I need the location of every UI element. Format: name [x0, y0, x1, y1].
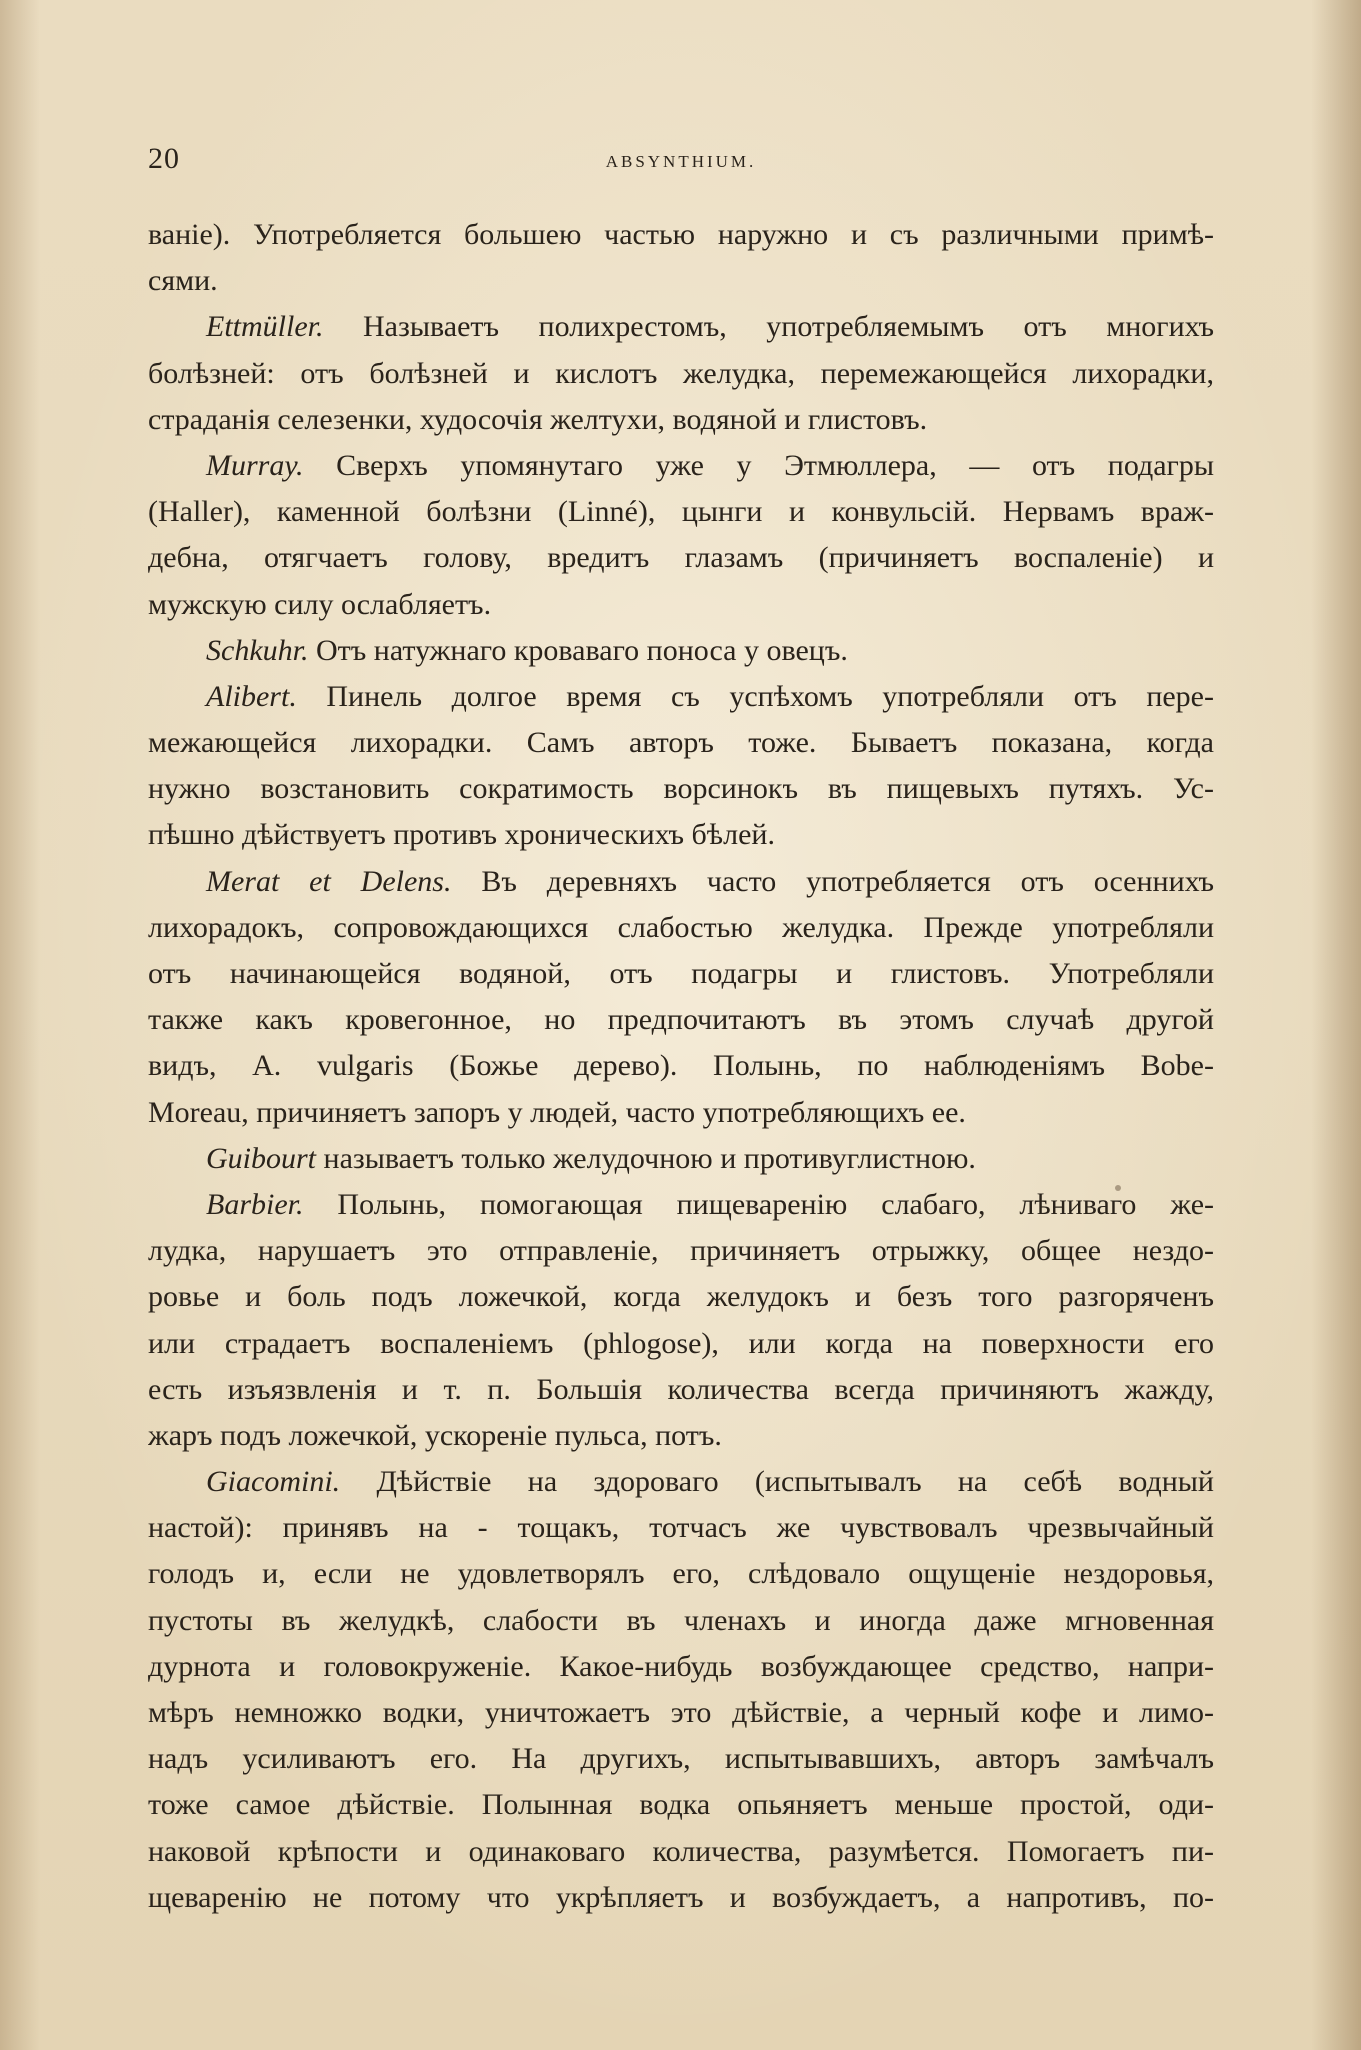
line-text: ровье и боль подъ ложечкой, когда желудокъ и безъ того разгоряченъ: [148, 1280, 1214, 1314]
line-text: лихорадокъ, сопровождающихся слабостью желудка. Прежде употребляли: [148, 910, 1214, 944]
text-line: [148, 1505, 1214, 1551]
line-text: Въ деревняхъ часто употребляется отъ осеннихъ: [451, 864, 1214, 898]
author-name: Barbier.: [206, 1187, 304, 1221]
text-line: [148, 397, 1214, 443]
line-text: тоже самое дѣйствiе. Полынная водка опьяняетъ меньше простой, оди-: [148, 1788, 1214, 1822]
ink-speck: [1115, 1185, 1121, 1191]
line-text: Отъ натужнаго кроваваго поноса у овецъ.: [308, 633, 848, 667]
line-text: Сверхъ упомянутаго уже у Этмюллера, — отъ подагры: [303, 448, 1214, 482]
author-name: Guibourt: [206, 1141, 317, 1175]
text-line: [148, 951, 1214, 997]
line-text: щеваренiю не потому что укрѣпляетъ и возбуждаетъ, а напротивъ, по-: [148, 1880, 1214, 1914]
line-text: Пинель долгое время съ успѣхомъ употребляли отъ пере-: [296, 679, 1214, 713]
text-line: [148, 489, 1214, 535]
text-line: [148, 1367, 1214, 1413]
line-text: наковой крѣпости и одинаковаго количества, разумѣется. Помогаетъ пи-: [148, 1834, 1214, 1868]
line-text: называетъ только желудочною и противуглистною.: [316, 1141, 976, 1175]
text-line: [148, 1644, 1214, 1690]
line-text: надъ усиливаютъ его. На другихъ, испытывавшихъ, авторъ замѣчалъ: [148, 1742, 1214, 1776]
text-line: [148, 1274, 1214, 1320]
text-line: [148, 1043, 1214, 1089]
author-name: Murray.: [206, 448, 304, 482]
text-line: [148, 443, 1214, 489]
author-name: Alibert.: [206, 679, 297, 713]
text-line: [148, 1136, 1214, 1182]
line-text: Полынь, помогающая пищеваренiю слабаго, лѣниваго же-: [303, 1187, 1214, 1221]
line-text: ванiе). Употребляется большею частью наружно и съ различными примѣ-: [148, 218, 1214, 251]
line-text: лудка, нарушаетъ это отправленiе, причиняетъ отрыжку, общее нездо-: [148, 1234, 1214, 1268]
text-line: [148, 766, 1214, 812]
text-line: [148, 905, 1214, 951]
page-header: [148, 142, 1214, 182]
text-line: [148, 582, 1214, 628]
text-line: [148, 1551, 1214, 1597]
text-line: [148, 1598, 1214, 1644]
line-text: Дѣйствiе на здороваго (испытывалъ на себѣ водный: [340, 1465, 1214, 1499]
text-line: [148, 212, 1214, 258]
line-text: пѣшно дѣйствуетъ противъ хроническихъ бѣлей.: [148, 818, 775, 852]
text-line: [148, 1459, 1214, 1505]
line-text: отъ начинающейся водяной, отъ подагры и глистовъ. Употребляли: [148, 957, 1214, 990]
author-name: Giacomini.: [206, 1465, 341, 1499]
text-line: [148, 628, 1214, 674]
line-text: жаръ подъ ложечкой, ускоренiе пульса, потъ.: [148, 1418, 722, 1452]
line-text: болѣзней: отъ болѣзней и кислотъ желудка, перемежающейся лихорадки,: [148, 356, 1214, 390]
line-text: или страдаетъ воспаленiемъ (phlogose), или когда на поверхности его: [148, 1326, 1214, 1360]
author-name: Schkuhr.: [206, 633, 309, 667]
text-line: [148, 720, 1214, 766]
text-line: [148, 1690, 1214, 1736]
line-text: сями.: [148, 264, 218, 298]
line-text: межающейся лихорадки. Самъ авторъ тоже. Бываетъ показана, когда: [148, 726, 1214, 760]
text-line: [148, 258, 1214, 304]
line-text: Moreau, причиняетъ запоръ у людей, часто употребляющихъ ее.: [148, 1095, 966, 1129]
line-text: (Haller), каменной болѣзни (Linné), цынги и конвульсiй. Нервамъ враж-: [148, 495, 1214, 529]
line-text: Называетъ полихрестомъ, употребляемымъ отъ многихъ: [323, 310, 1214, 344]
line-text: настой): принявъ на - тощакъ, тотчасъ же чувствовалъ чрезвычайный: [148, 1511, 1214, 1545]
text-line: [148, 1829, 1214, 1875]
text-line: [148, 1228, 1214, 1274]
text-line: [148, 304, 1214, 350]
line-text: дебна, отягчаетъ голову, вредитъ глазамъ (причиняетъ воспаленiе) и: [148, 541, 1214, 575]
line-text: есть изъязвленiя и т. п. Большiя количества всегда причиняютъ жажду,: [148, 1372, 1214, 1406]
text-line: [148, 351, 1214, 397]
body-text: [148, 212, 1214, 1921]
running-head: ABSYNTHIUM.: [605, 152, 757, 171]
text-line: [148, 812, 1214, 858]
line-text: нужно возстановить сократимость ворсинокъ въ пищевыхъ путяхъ. Ус-: [148, 772, 1214, 806]
text-line: [148, 1736, 1214, 1782]
author-name: Merat et Delens.: [206, 864, 452, 898]
line-text: мужскую силу ослабляетъ.: [148, 587, 492, 621]
text-line: [148, 859, 1214, 905]
text-line: [148, 535, 1214, 581]
author-name: Ettmüller.: [206, 310, 324, 344]
line-text: дурнота и головокруженiе. Какое-нибудь возбуждающее средство, напри-: [148, 1649, 1214, 1683]
text-line: [148, 997, 1214, 1043]
text-line: [148, 674, 1214, 720]
text-line: [148, 1413, 1214, 1459]
page-edge-shadow-right: [1311, 0, 1361, 2050]
page-number: 20: [148, 142, 180, 175]
line-text: голодъ и, если не удовлетворялъ его, слѣдовало ощущенiе нездоровья,: [148, 1557, 1214, 1591]
text-line: [148, 1182, 1214, 1228]
page-edge-shadow-left: [0, 0, 40, 2050]
text-line: [148, 1875, 1214, 1921]
line-text: страданiя селезенки, худосочiя желтухи, водяной и глистовъ.: [148, 402, 928, 436]
line-text: пустоты въ желудкѣ, слабости въ членахъ и иногда даже мгновенная: [148, 1603, 1214, 1637]
text-line: [148, 1782, 1214, 1828]
text-line: [148, 1321, 1214, 1367]
text-line: [148, 1090, 1214, 1136]
line-text: также какъ кровегонное, но предпочитаютъ въ этомъ случаѣ другой: [148, 1003, 1214, 1037]
line-text: видъ, A. vulgaris (Божье дерево). Полынь, по наблюденiямъ Bobe-: [148, 1049, 1214, 1083]
line-text: мѣръ немножко водки, уничтожаетъ это дѣйствiе, а черный кофе и лимо-: [148, 1696, 1214, 1729]
